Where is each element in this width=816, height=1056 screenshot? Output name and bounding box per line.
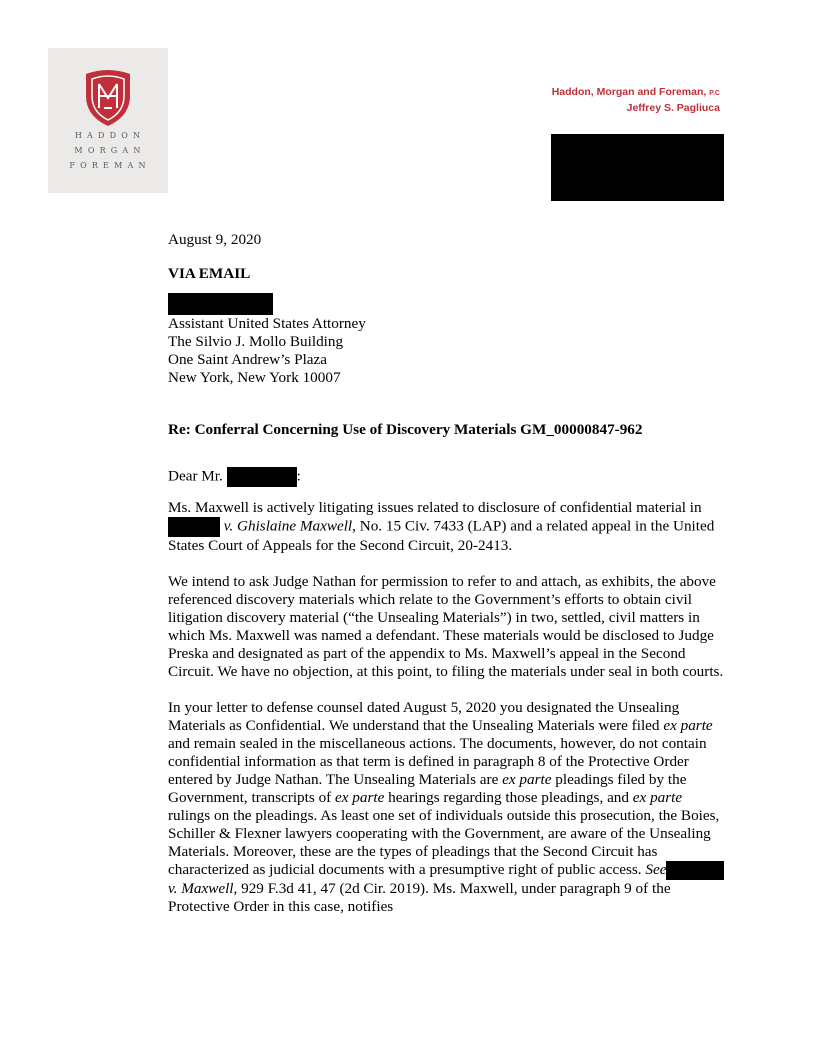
paragraph-text: , No. 15 Civ. 7433 (LAP) and a related appeal in the United States Court of Appeals for the Second Circuit, 20-2413. bbox=[168, 517, 715, 554]
redaction-block bbox=[666, 861, 724, 880]
letterhead bbox=[552, 85, 720, 115]
salutation bbox=[168, 467, 728, 487]
redaction-block bbox=[168, 293, 273, 315]
attorney-name: Jeffrey S. Pagliuca bbox=[626, 102, 720, 114]
address-line: Assistant United States Attorney bbox=[168, 315, 366, 332]
paragraph-text: pleadings filed by the Government, transcripts of bbox=[168, 771, 687, 806]
paragraph-text: , 929 F.3d 41, 47 (2d Cir. 2019). Ms. Maxwell, under paragraph 9 of the Protective Order in this case, notifies bbox=[168, 880, 671, 916]
address-line: The Silvio J. Mollo Building bbox=[168, 333, 344, 350]
letter-date: August 9, 2020 bbox=[168, 231, 262, 248]
case-name: v. Ghislaine Maxwell bbox=[223, 517, 353, 535]
logo-line-3: FOREMAN bbox=[69, 161, 151, 170]
paragraph-text: Ms. Maxwell is actively litigating issues related to disclosure of confidential material in bbox=[168, 499, 702, 516]
case-name: v. Maxwell bbox=[168, 880, 234, 898]
italic-term: ex parte bbox=[663, 717, 713, 734]
firm-name: Haddon, Morgan and Foreman, bbox=[551, 86, 707, 98]
firm-suffix: P.C bbox=[709, 90, 720, 97]
italic-term: ex parte bbox=[632, 789, 683, 806]
logo-line-1: HADDON bbox=[74, 131, 146, 140]
salutation-prefix: Dear Mr. bbox=[168, 467, 223, 485]
italic-term: ex parte bbox=[335, 789, 385, 806]
paragraph-text: In your letter to defense counsel dated August 5, 2020 you designated the Unsealing Materials as Confidential. We understand that the Unsealing Materials were filed bbox=[168, 699, 680, 734]
redaction-block bbox=[551, 134, 724, 201]
logo-line-2: MORGAN bbox=[74, 146, 146, 155]
paragraph-text: and remain sealed in the miscellaneous actions. The documents, however, do not contain confidential information as that term is defined in paragraph 8 of the Protective Order entered by Judge Nathan. The Unsealing Materials are bbox=[168, 735, 707, 788]
logo-wordmark bbox=[48, 128, 168, 173]
address-line: One Saint Andrew’s Plaza bbox=[168, 351, 328, 368]
address-line: New York, New York 10007 bbox=[168, 369, 341, 386]
paragraph-text: hearings regarding those pleadings, and bbox=[388, 789, 629, 806]
paragraph-3 bbox=[168, 699, 728, 916]
firm-name-line bbox=[552, 85, 720, 101]
italic-term: See bbox=[645, 861, 667, 878]
shield-logo-icon bbox=[82, 68, 134, 128]
redaction-block bbox=[227, 467, 297, 487]
salutation-suffix: : bbox=[296, 467, 301, 485]
firm-logo bbox=[48, 48, 168, 193]
subject-line: Re: Conferral Concerning Use of Discovery Materials GM_00000847-962 bbox=[168, 421, 643, 438]
delivery-method: VIA EMAIL bbox=[168, 265, 251, 282]
redaction-block bbox=[168, 517, 220, 537]
recipient-address bbox=[168, 293, 728, 387]
paragraph-1 bbox=[168, 499, 728, 555]
paragraph-2: We intend to ask Judge Nathan for permission to refer to and attach, as exhibits, the above referenced discovery materials which relate to the Government’s efforts to obtain civil litigation discovery material (“the Unsealing Materials”) in two, settled, civil matters in which Ms. Maxwell was named a defendant. These materials would be disclosed to Judge Preska and designated as part of the appendix to Ms. Maxwell’s appeal in the Second Circuit. We have no objection, at this point, to filing the materials under seal in both courts. bbox=[168, 573, 724, 680]
paragraph-text: rulings on the pleadings. As least one set of individuals outside this prosecution, the Boies, Schiller & Flexner lawyers cooperating with the Government, are aware of the Unsealing Materials. Moreover, these are the types of pleadings that the Second Circuit has characterized as judicial documents with a presumptive right of public access. bbox=[168, 807, 720, 878]
italic-term: ex parte bbox=[502, 771, 552, 788]
letter-body bbox=[168, 231, 728, 934]
